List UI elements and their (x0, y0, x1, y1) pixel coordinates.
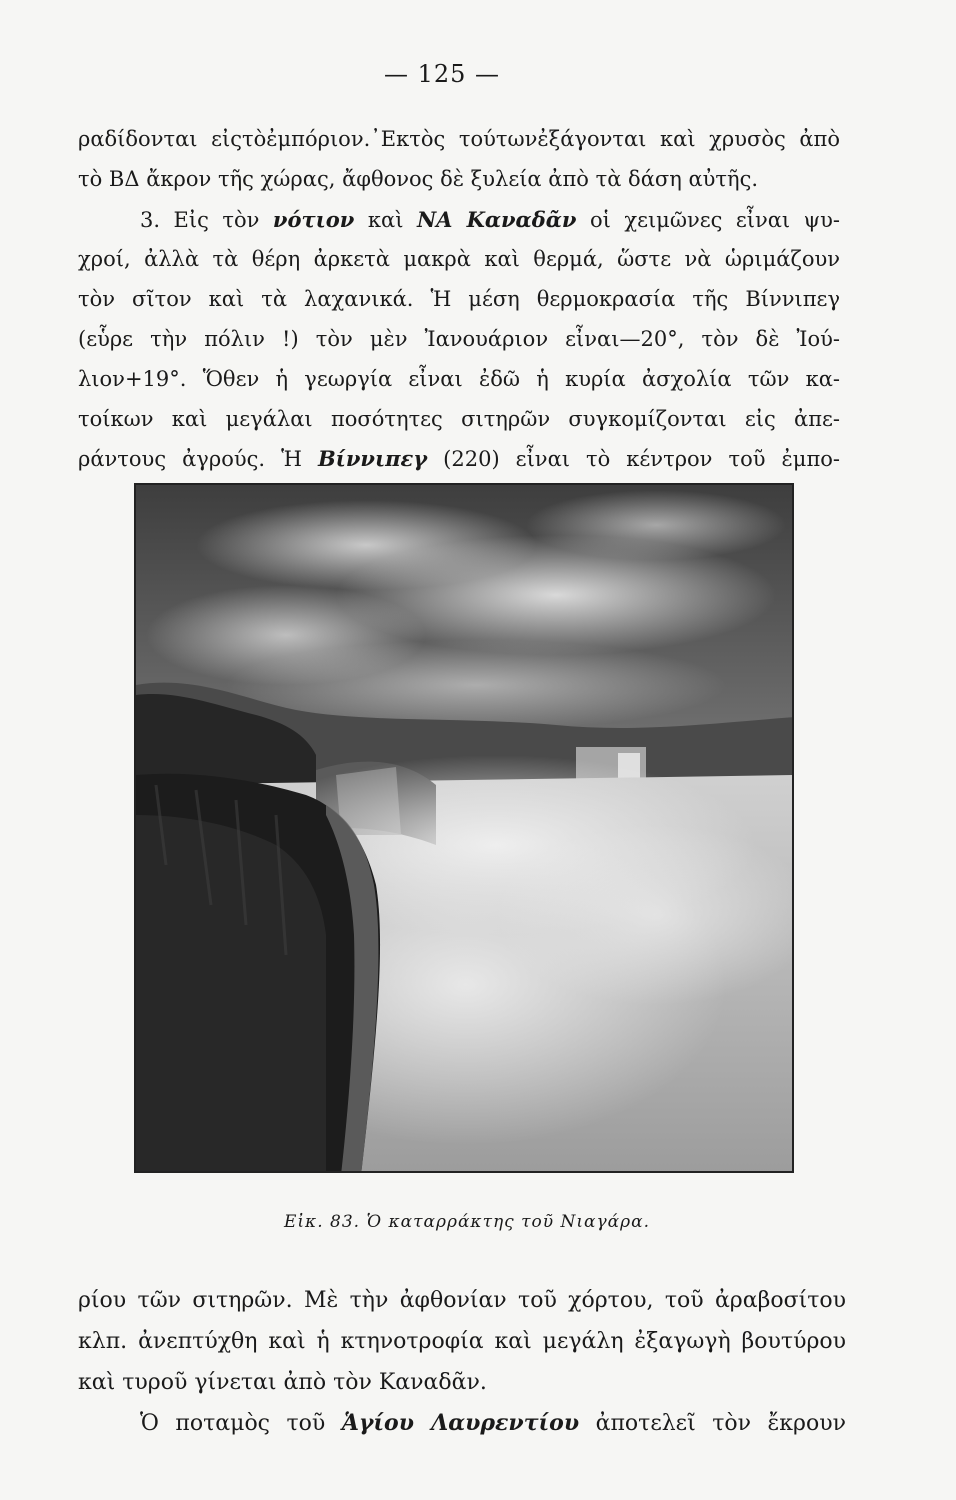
emphasis-notion: νότιον (272, 206, 355, 232)
top-paragraph (78, 120, 840, 480)
text-line: κλπ. ἀνεπτύχθη καὶ ἡ κτηνοτροφία καὶ μεγάλη ἐξαγωγὴ βουτύρου (78, 1329, 846, 1354)
text-line: χροί, ἀλλὰ τὰ θέρη ἀρκετὰ μακρὰ καὶ θερμά, ὥστε νὰ ὡριμάζουν (78, 247, 840, 272)
text-line: ράντους ἀγρούς. Ἡ Βίννιπεγ (220) εἶναι τὸ κέντρον τοῦ ἐμπο- (78, 446, 840, 472)
bottom-paragraph (78, 1280, 846, 1444)
emphasis-winnipeg: Βίννιπεγ (317, 446, 428, 472)
text-line: ραδίδονται εἰςτὸἐμπόριον.᾿Εκτὸς τούτωνἐξάγονται καὶ χρυσὸς ἀπὸ (78, 127, 840, 151)
text-line: τοίκων καὶ μεγάλαι ποσότητες σιτηρῶν συγκομίζονται εἰς ἀπε- (78, 406, 840, 431)
text-line: τὸ ΒΔ ἄκρον τῆς χώρας, ἄφθονος δὲ ξυλεία ἀπὸ τὰ δάση αὐτῆς. (78, 166, 759, 191)
emphasis-st-lawrence: Ἁγίου Λαυρεντίου (341, 1410, 580, 1436)
emphasis-ne-canada: ΝΑ Καναδᾶν (416, 206, 577, 232)
figure-caption: Εἰκ. 83. Ὁ καταρράκτης τοῦ Νιαγάρα. (283, 1212, 651, 1232)
text-line: 3. Εἰς τὸν νότιον καὶ ΝΑ Καναδᾶν οἱ χειμῶνες εἶναι ψυ- (140, 206, 840, 232)
text-line: ρίου τῶν σιτηρῶν. Μὲ τὴν ἀφθονίαν τοῦ χόρτου, τοῦ ἀραβοσίτου (78, 1288, 846, 1313)
text-line: τὸν σῖτον καὶ τὰ λαχανικά. Ἡ μέση θερμοκρασία τῆς Βίννιπεγ (78, 287, 840, 312)
text-line: καὶ τυροῦ γίνεται ἀπὸ τὸν Καναδᾶν. (78, 1370, 487, 1395)
page-number: — 125 — (383, 60, 501, 88)
niagara-falls-photo (134, 483, 794, 1173)
text-line: (εὗρε τὴν πόλιν !) τὸν μὲν Ἰανουάριον εἶναι—20°, τὸν δὲ Ἰού- (78, 326, 840, 351)
text-line: Ὁ ποταμὸς τοῦ Ἁγίου Λαυρεντίου ἀποτελεῖ τὸν ἔκρουν (140, 1410, 846, 1436)
text-line: λιον+19°. Ὅθεν ἡ γεωργία εἶναι ἐδῶ ἡ κυρία ἀσχολία τῶν κα- (78, 366, 840, 391)
